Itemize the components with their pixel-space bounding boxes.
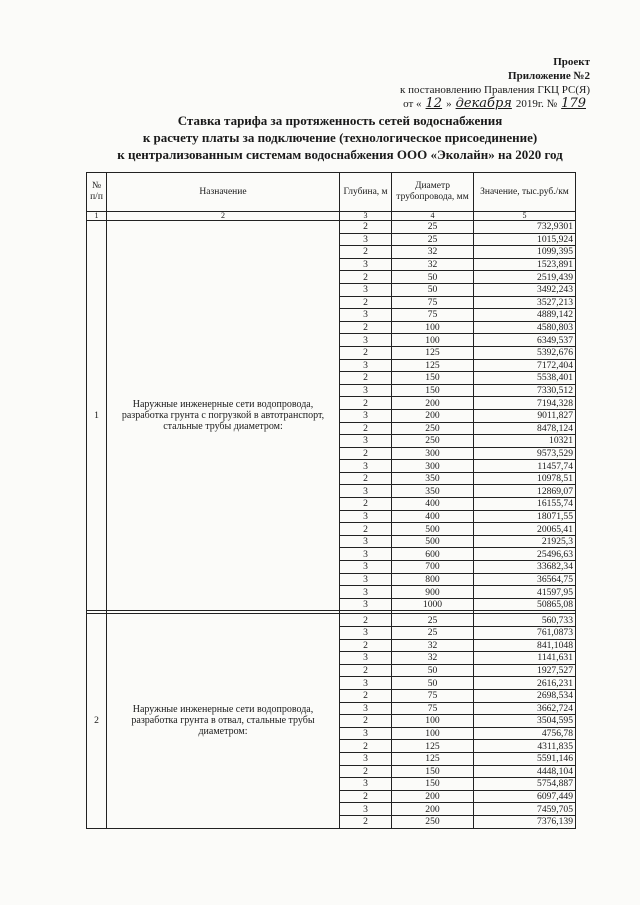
value-cell: 1015,924: [474, 233, 576, 246]
diameter-cell: 300: [392, 447, 474, 460]
group-number: 1: [87, 221, 107, 611]
depth-cell: 3: [340, 702, 392, 715]
tariff-table-body: [87, 221, 576, 829]
depth-cell: 2: [340, 523, 392, 536]
depth-cell: 3: [340, 652, 392, 665]
value-cell: 4580,803: [474, 321, 576, 334]
diameter-cell: 250: [392, 435, 474, 448]
document-title: [60, 112, 620, 163]
diameter-cell: 500: [392, 535, 474, 548]
value-cell: 6349,537: [474, 334, 576, 347]
diameter-cell: 125: [392, 359, 474, 372]
header-date-mid2: 2019г. №: [515, 98, 558, 110]
value-cell: 1523,891: [474, 258, 576, 271]
diameter-cell: 100: [392, 727, 474, 740]
diameter-cell: 25: [392, 614, 474, 627]
depth-cell: 2: [340, 639, 392, 652]
value-cell: 5538,401: [474, 372, 576, 385]
depth-cell: 3: [340, 752, 392, 765]
table-row: [87, 221, 576, 234]
diameter-cell: 75: [392, 702, 474, 715]
depth-cell: 2: [340, 397, 392, 410]
depth-cell: 3: [340, 677, 392, 690]
depth-cell: 2: [340, 246, 392, 259]
diameter-cell: 32: [392, 258, 474, 271]
depth-cell: 2: [340, 498, 392, 511]
diameter-cell: 50: [392, 664, 474, 677]
value-cell: 3504,595: [474, 715, 576, 728]
header-cell-purpose: Назначение: [107, 173, 340, 212]
depth-cell: 2: [340, 321, 392, 334]
header-date-line: [400, 97, 590, 111]
diameter-cell: 800: [392, 573, 474, 586]
value-cell: 10978,51: [474, 472, 576, 485]
depth-cell: 2: [340, 614, 392, 627]
diameter-cell: 32: [392, 246, 474, 259]
depth-cell: 3: [340, 334, 392, 347]
value-cell: 1141,631: [474, 652, 576, 665]
diameter-cell: 50: [392, 677, 474, 690]
title-line-3: к централизованным системам водоснабжения ООО «Эколайн» на 2020 год: [117, 147, 563, 162]
index-cell: 3: [340, 212, 392, 221]
depth-cell: 2: [340, 422, 392, 435]
depth-cell: 3: [340, 435, 392, 448]
depth-cell: 2: [340, 815, 392, 828]
index-cell: 2: [107, 212, 340, 221]
value-cell: 761,0873: [474, 627, 576, 640]
depth-cell: 3: [340, 561, 392, 574]
value-cell: 36564,75: [474, 573, 576, 586]
document-header: [400, 55, 590, 111]
tariff-table: [86, 172, 576, 829]
group-purpose: Наружные инженерные сети водопровода, разработка грунта в отвал, стальные трубы диаметром:: [107, 614, 340, 828]
header-day: 12: [425, 96, 443, 111]
value-cell: 4889,142: [474, 309, 576, 322]
index-cell: 5: [474, 212, 576, 221]
value-cell: 8478,124: [474, 422, 576, 435]
value-cell: 1099,395: [474, 246, 576, 259]
header-decree-line: к постановлению Правления ГКЦ РС(Я): [400, 84, 590, 96]
title-line-2: к расчету платы за подключение (технологическое присоединение): [142, 130, 538, 145]
depth-cell: 3: [340, 233, 392, 246]
header-cell-diameter: Диаметр трубопровода, мм: [392, 173, 474, 212]
value-cell: 6097,449: [474, 790, 576, 803]
header-cell-value: Значение, тыс.руб./км: [474, 173, 576, 212]
index-cell: 4: [392, 212, 474, 221]
depth-cell: 3: [340, 409, 392, 422]
header-project-label: Проект: [553, 56, 590, 68]
diameter-cell: 75: [392, 296, 474, 309]
diameter-cell: 75: [392, 309, 474, 322]
diameter-cell: 150: [392, 778, 474, 791]
depth-cell: 3: [340, 573, 392, 586]
value-cell: 33682,34: [474, 561, 576, 574]
value-cell: 10321: [474, 435, 576, 448]
diameter-cell: 50: [392, 271, 474, 284]
depth-cell: 3: [340, 460, 392, 473]
depth-cell: 2: [340, 790, 392, 803]
value-cell: 2519,439: [474, 271, 576, 284]
table-row: [87, 614, 576, 627]
value-cell: 12869,07: [474, 485, 576, 498]
diameter-cell: 125: [392, 346, 474, 359]
value-cell: 1927,527: [474, 664, 576, 677]
value-cell: 25496,63: [474, 548, 576, 561]
depth-cell: 3: [340, 778, 392, 791]
depth-cell: 3: [340, 803, 392, 816]
value-cell: 4448,104: [474, 765, 576, 778]
value-cell: 41597,95: [474, 586, 576, 599]
value-cell: 18071,55: [474, 510, 576, 523]
title-line-1: Ставка тарифа за протяженность сетей водоснабжения: [177, 113, 503, 128]
depth-cell: 3: [340, 598, 392, 611]
diameter-cell: 900: [392, 586, 474, 599]
diameter-cell: 1000: [392, 598, 474, 611]
value-cell: 7376,139: [474, 815, 576, 828]
index-cell: 1: [87, 212, 107, 221]
diameter-cell: 200: [392, 397, 474, 410]
depth-cell: 2: [340, 447, 392, 460]
header-date-prefix: от «: [403, 98, 422, 110]
value-cell: 3662,724: [474, 702, 576, 715]
diameter-cell: 125: [392, 752, 474, 765]
depth-cell: 2: [340, 715, 392, 728]
value-cell: 5392,676: [474, 346, 576, 359]
diameter-cell: 350: [392, 472, 474, 485]
group-purpose: Наружные инженерные сети водопровода, разработка грунта с погрузкой в автотранспорт, стальные трубы диаметром:: [107, 221, 340, 611]
diameter-cell: 200: [392, 790, 474, 803]
depth-cell: 3: [340, 548, 392, 561]
depth-cell: 3: [340, 485, 392, 498]
depth-cell: 3: [340, 727, 392, 740]
depth-cell: 3: [340, 510, 392, 523]
header-date-mid1: »: [446, 98, 452, 110]
value-cell: 2616,231: [474, 677, 576, 690]
header-cell-number: № п/п: [87, 173, 107, 212]
diameter-cell: 25: [392, 233, 474, 246]
diameter-cell: 500: [392, 523, 474, 536]
diameter-cell: 150: [392, 384, 474, 397]
diameter-cell: 125: [392, 740, 474, 753]
diameter-cell: 32: [392, 652, 474, 665]
diameter-cell: 400: [392, 498, 474, 511]
value-cell: 21925,3: [474, 535, 576, 548]
value-cell: 4756,78: [474, 727, 576, 740]
diameter-cell: 200: [392, 409, 474, 422]
diameter-cell: 25: [392, 221, 474, 234]
value-cell: 9011,827: [474, 409, 576, 422]
diameter-cell: 150: [392, 765, 474, 778]
header-number: 179: [561, 96, 586, 111]
diameter-cell: 50: [392, 283, 474, 296]
depth-cell: 2: [340, 664, 392, 677]
value-cell: 7172,404: [474, 359, 576, 372]
depth-cell: 3: [340, 359, 392, 372]
diameter-cell: 600: [392, 548, 474, 561]
diameter-cell: 75: [392, 689, 474, 702]
value-cell: 3527,213: [474, 296, 576, 309]
value-cell: 4311,835: [474, 740, 576, 753]
depth-cell: 2: [340, 221, 392, 234]
diameter-cell: 150: [392, 372, 474, 385]
diameter-cell: 100: [392, 321, 474, 334]
depth-cell: 2: [340, 765, 392, 778]
depth-cell: 2: [340, 296, 392, 309]
depth-cell: 2: [340, 346, 392, 359]
depth-cell: 2: [340, 472, 392, 485]
depth-cell: 3: [340, 627, 392, 640]
value-cell: 50865,08: [474, 598, 576, 611]
diameter-cell: 700: [392, 561, 474, 574]
diameter-cell: 400: [392, 510, 474, 523]
group-number: 2: [87, 614, 107, 828]
depth-cell: 2: [340, 372, 392, 385]
depth-cell: 3: [340, 258, 392, 271]
depth-cell: 3: [340, 384, 392, 397]
diameter-cell: 25: [392, 627, 474, 640]
diameter-cell: 100: [392, 334, 474, 347]
diameter-cell: 32: [392, 639, 474, 652]
value-cell: 5591,146: [474, 752, 576, 765]
diameter-cell: 250: [392, 815, 474, 828]
value-cell: 3492,243: [474, 283, 576, 296]
diameter-cell: 100: [392, 715, 474, 728]
depth-cell: 3: [340, 283, 392, 296]
value-cell: 16155,74: [474, 498, 576, 511]
diameter-cell: 300: [392, 460, 474, 473]
value-cell: 20065,41: [474, 523, 576, 536]
value-cell: 7194,328: [474, 397, 576, 410]
header-cell-depth: Глубина, м: [340, 173, 392, 212]
value-cell: 11457,74: [474, 460, 576, 473]
value-cell: 732,9301: [474, 221, 576, 234]
depth-cell: 3: [340, 535, 392, 548]
depth-cell: 2: [340, 740, 392, 753]
depth-cell: 3: [340, 309, 392, 322]
header-appendix-label: Приложение №2: [508, 70, 590, 82]
diameter-cell: 200: [392, 803, 474, 816]
value-cell: 2698,534: [474, 689, 576, 702]
depth-cell: 3: [340, 586, 392, 599]
depth-cell: 2: [340, 271, 392, 284]
value-cell: 7459,705: [474, 803, 576, 816]
header-month: декабря: [455, 96, 512, 111]
depth-cell: 2: [340, 689, 392, 702]
value-cell: 560,733: [474, 614, 576, 627]
value-cell: 5754,887: [474, 778, 576, 791]
diameter-cell: 250: [392, 422, 474, 435]
diameter-cell: 350: [392, 485, 474, 498]
value-cell: 7330,512: [474, 384, 576, 397]
value-cell: 841,1048: [474, 639, 576, 652]
value-cell: 9573,529: [474, 447, 576, 460]
